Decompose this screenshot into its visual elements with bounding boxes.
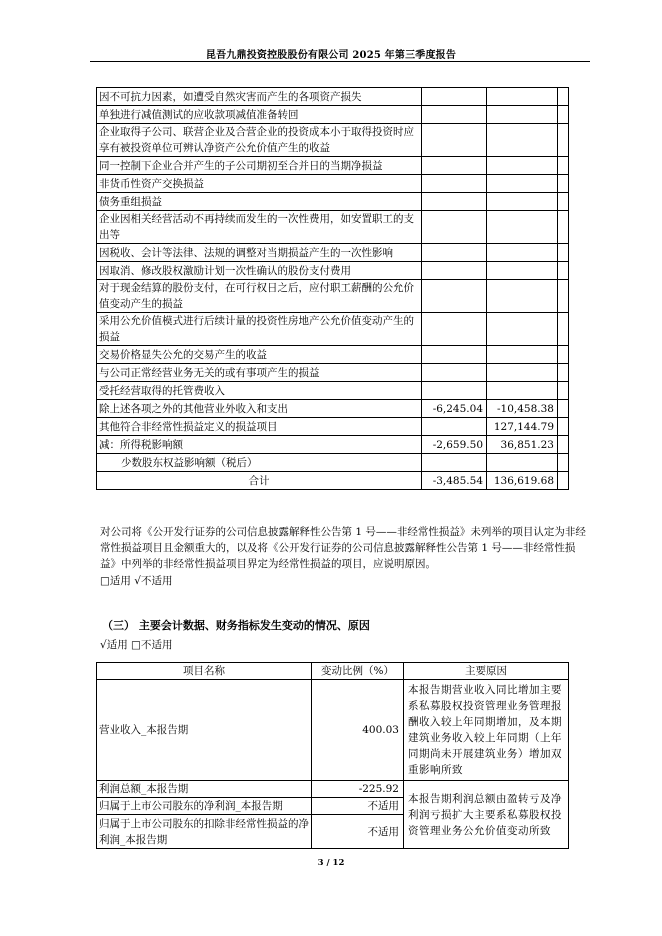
table-row (97, 262, 569, 280)
row-value (487, 211, 558, 244)
table-row (97, 244, 569, 262)
row-value (558, 382, 569, 400)
row-value (487, 175, 558, 193)
row-value (487, 88, 558, 106)
row-value (422, 244, 487, 262)
row-value (558, 244, 569, 262)
row-value (487, 280, 558, 313)
table-row-name: 归属于上市公司股东的扣除非经常性损益的净利润_本报告期 (97, 815, 312, 849)
header-rule (90, 61, 590, 62)
row-value: -2,659.50 (422, 436, 487, 454)
row-item-label: 同一控制下企业合并产生的子公司期初至合并日的当期净损益 (97, 157, 422, 175)
row-value (487, 454, 558, 472)
row-item-label: 债务重组损益 (97, 193, 422, 211)
row-value (422, 124, 487, 157)
row-value: 36,851.23 (487, 436, 558, 454)
row-value (558, 436, 569, 454)
row-value (558, 106, 569, 124)
non-recurring-items-table (96, 87, 569, 490)
row-value (558, 211, 569, 244)
row-item-label: 合计 (97, 472, 422, 490)
table-row-reason: 本报告期营业收入同比增加主要系私募股权投资管理业务管理报酬收入较上年同期增加，及本期建筑业务收入较上年同期（上年同期尚未开展建筑业务）增加双重影响所致 (404, 680, 569, 781)
row-value: -3,485.54 (422, 472, 487, 490)
row-value (422, 280, 487, 313)
page-header: 昆吾九鼎投资控股股份有限公司 2025 年第三季度报告 (205, 50, 457, 61)
row-value (558, 193, 569, 211)
row-value (487, 193, 558, 211)
page-number: 3 / 12 (317, 858, 345, 868)
row-value (422, 262, 487, 280)
row-item-label: 单独进行减值测试的应收款项减值准备转回 (97, 106, 422, 124)
row-value: -10,458.38 (487, 400, 558, 418)
row-value (422, 382, 487, 400)
row-value (558, 472, 569, 490)
row-value (487, 364, 558, 382)
table-row-name: 营业收入_本报告期 (97, 680, 312, 781)
table-row (97, 382, 569, 400)
table-row-reason: 本报告期利润总额由盈转亏及净利润亏损扩大主要系私募股权投资管理业务公允价值变动所致 (404, 781, 569, 849)
row-value (422, 88, 487, 106)
table-row (97, 211, 569, 244)
table-row (97, 193, 569, 211)
row-value (422, 211, 487, 244)
row-value (422, 175, 487, 193)
table-row (97, 364, 569, 382)
table-row (97, 106, 569, 124)
row-value (422, 364, 487, 382)
table-row-name: 归属于上市公司股东的净利润_本报告期 (97, 798, 312, 815)
row-value: -6,245.04 (422, 400, 487, 418)
row-value: 136,619.68 (487, 472, 558, 490)
note-paragraph: 对公司将《公开发行证券的公司信息披露解释性公告第 1 号——非经常性损益》未列举的项目认定为非经常性损益项目且金额重大的，以及将《公开发行证券的公司信息披露解释性公告第 1 号——非经常性损益》中列举的非经常性损益项目界定为经常性损益的项目，应说明原因。 (100, 526, 586, 570)
row-value (422, 454, 487, 472)
row-value (422, 106, 487, 124)
row-item-label: 因税收、会计等法律、法规的调整对当期损益产生的一次性影响 (97, 244, 422, 262)
row-value (487, 382, 558, 400)
row-item-label: 其他符合非经常性损益定义的损益项目 (97, 418, 422, 436)
table-row (97, 313, 569, 346)
row-value (558, 124, 569, 157)
table-row-ratio: 不适用 (312, 798, 404, 815)
row-value (487, 262, 558, 280)
row-value (422, 418, 487, 436)
row-value (422, 157, 487, 175)
col-header-ratio: 变动比例（%） (312, 663, 404, 680)
row-item-label: 非货币性资产交换损益 (97, 175, 422, 193)
row-value: 127,144.79 (487, 418, 558, 436)
row-item-label: 采用公允价值模式进行后续计量的投资性房地产公允价值变动产生的损益 (97, 313, 422, 346)
table-row (97, 175, 569, 193)
col-header-item: 项目名称 (97, 663, 312, 680)
row-item-label: 交易价格显失公允的交易产生的收益 (97, 346, 422, 364)
table-row-ratio: 400.03 (312, 680, 404, 781)
table-row (97, 400, 569, 418)
table-row (97, 418, 569, 436)
row-value (558, 88, 569, 106)
row-item-label: 因取消、修改股权激励计划一次性确认的股份支付费用 (97, 262, 422, 280)
row-value (558, 364, 569, 382)
change-reasons-table (96, 662, 569, 849)
row-item-label: 企业取得子公司、联营企业及合营企业的投资成本小于取得投资时应享有被投资单位可辨认净资产公允价值产生的收益 (97, 124, 422, 157)
row-value (422, 313, 487, 346)
row-item-label: 减：所得税影响额 (97, 436, 422, 454)
row-item-label: 因不可抗力因素，如遭受自然灾害而产生的各项资产损失 (97, 88, 422, 106)
row-item-label: 与公司正常经营业务无关的或有事项产生的损益 (97, 364, 422, 382)
row-value (558, 400, 569, 418)
row-value (422, 193, 487, 211)
table-row-ratio: 不适用 (312, 815, 404, 849)
row-value (487, 244, 558, 262)
row-value (422, 346, 487, 364)
row-value (558, 313, 569, 346)
row-value (558, 175, 569, 193)
row-value (558, 262, 569, 280)
table-row (97, 436, 569, 454)
table-row (97, 157, 569, 175)
row-value (487, 157, 558, 175)
col-header-reason: 主要原因 (404, 663, 569, 680)
row-value (558, 418, 569, 436)
row-item-label: 受托经营取得的托管费收入 (97, 382, 422, 400)
section-3-title: （三） 主要会计数据、财务指标发生变动的情况、原因 (102, 619, 370, 632)
table-row-name: 利润总额_本报告期 (97, 781, 312, 798)
row-value (487, 313, 558, 346)
row-value (487, 106, 558, 124)
table-row (97, 280, 569, 313)
row-value (487, 124, 558, 157)
row-value (558, 454, 569, 472)
table-row (97, 472, 569, 490)
row-value (558, 346, 569, 364)
table-row (97, 88, 569, 106)
row-item-label: 对于现金结算的股份支付，在可行权日之后，应付职工薪酬的公允价值变动产生的损益 (97, 280, 422, 313)
table-row (97, 346, 569, 364)
section-3-option: √适用 □不适用 (100, 639, 173, 651)
table-row (97, 124, 569, 157)
row-value (558, 157, 569, 175)
note-option: □适用 √不适用 (100, 575, 173, 587)
row-value (487, 346, 558, 364)
row-item-label: 企业因相关经营活动不再持续而发生的一次性费用，如安置职工的支出等 (97, 211, 422, 244)
table-row-ratio: -225.92 (312, 781, 404, 798)
row-item-label: 除上述各项之外的其他营业外收入和支出 (97, 400, 422, 418)
row-value (558, 280, 569, 313)
table-row (97, 454, 569, 472)
row-item-label: 少数股东权益影响额（税后） (97, 454, 422, 472)
